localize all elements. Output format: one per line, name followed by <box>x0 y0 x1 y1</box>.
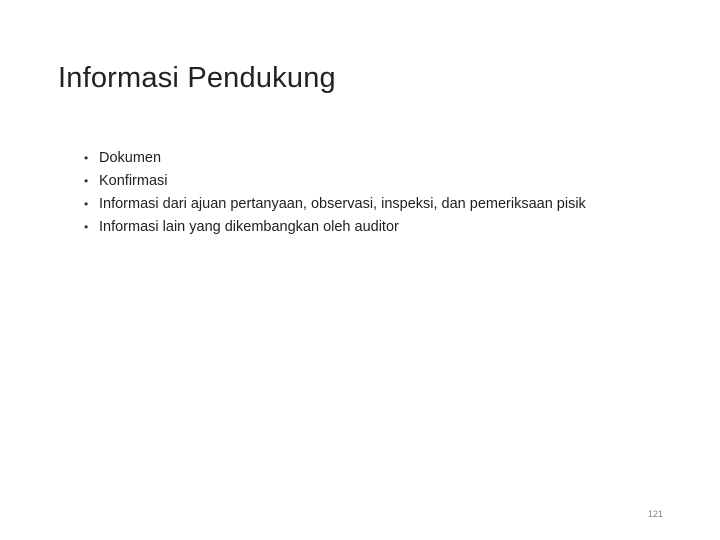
bullet-text: Konfirmasi <box>99 173 168 189</box>
page-number: 121 <box>647 509 663 519</box>
bullet-marker: • <box>84 174 89 188</box>
bullet-item <box>84 216 586 239</box>
bullet-item <box>84 170 586 193</box>
bullet-item <box>84 147 586 170</box>
bullet-marker: • <box>84 151 89 165</box>
bullet-text: Informasi dari ajuan pertanyaan, observasi, inspeksi, dan pemeriksaan pisik <box>99 196 586 212</box>
bullet-marker: • <box>84 197 89 211</box>
slide-title: Informasi Pendukung <box>58 62 336 94</box>
bullet-text: Dokumen <box>99 150 162 166</box>
bullet-item <box>84 193 586 216</box>
bullet-marker: • <box>84 220 89 234</box>
bullet-text: Informasi lain yang dikembangkan oleh auditor <box>99 219 399 235</box>
bullet-list <box>84 147 586 239</box>
